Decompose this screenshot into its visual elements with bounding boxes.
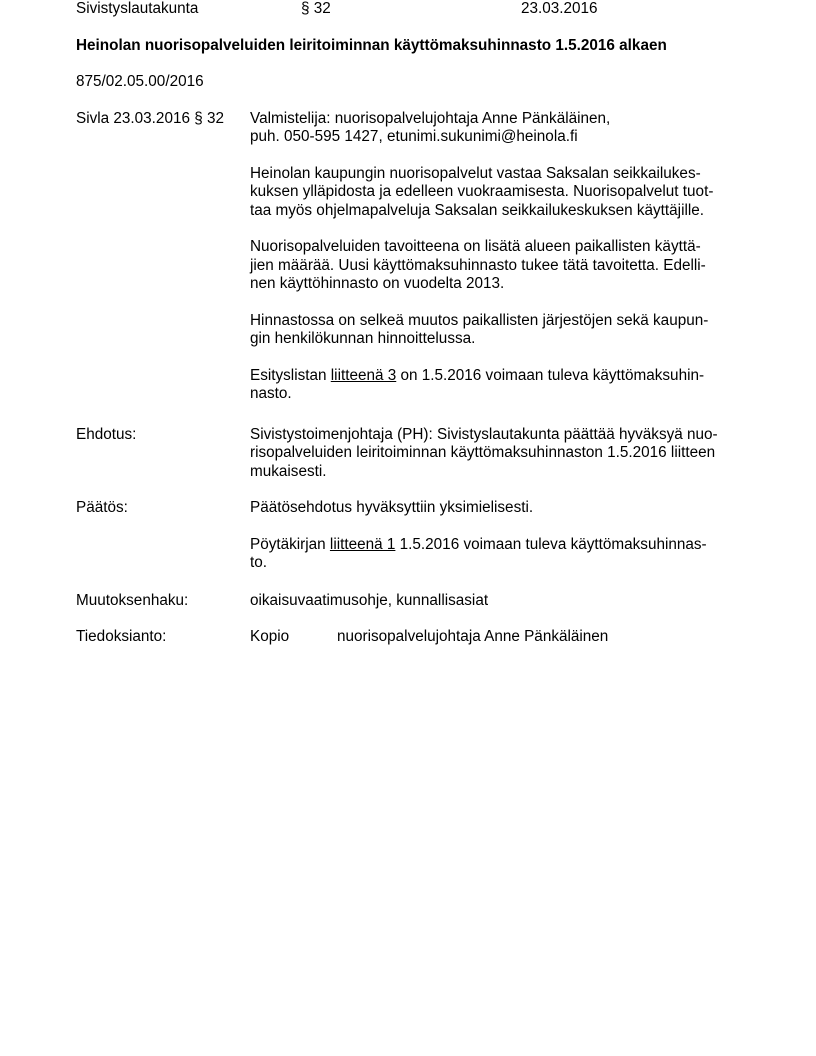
appeal-text: oikaisuvaatimusohje, kunnallisasiat bbox=[250, 592, 489, 609]
proposal-label: Ehdotus: bbox=[76, 426, 137, 443]
notification-type: Kopio bbox=[250, 628, 290, 645]
text-line bbox=[250, 367, 750, 385]
document-title: Heinolan nuorisopalveluiden leiritoiminnan käyttömaksuhinnasto 1.5.2016 alkaen bbox=[76, 37, 667, 54]
text-fragment: 1.5.2016 voimaan tuleva käyttömaksuhinnas- bbox=[395, 535, 707, 553]
section-number: § 32 bbox=[301, 0, 331, 17]
text-line: risopalveluiden leiritoiminnan käyttömaksuhinnaston 1.5.2016 liitteen bbox=[250, 444, 716, 462]
attachment-link[interactable]: liitteenä 1 bbox=[329, 535, 396, 553]
text-line: gin henkilökunnan hinnoittelussa. bbox=[250, 330, 476, 348]
text-line bbox=[250, 536, 750, 554]
text-line: nasto. bbox=[250, 385, 292, 403]
text-line: Nuorisopalveluiden tavoitteena on lisätä alueen paikallisten käyttä- bbox=[250, 238, 701, 256]
text-fragment: Pöytäkirjan bbox=[250, 535, 330, 553]
appeal-label: Muutoksenhaku: bbox=[76, 592, 189, 609]
text-line: Sivistystoimenjohtaja (PH): Sivistyslautakunta päättää hyväksyä nuo- bbox=[250, 426, 718, 443]
paragraph-4 bbox=[250, 367, 750, 404]
text-fragment: Esityslistan bbox=[250, 366, 331, 384]
text-line: to. bbox=[250, 554, 268, 572]
notification-recipient: nuorisopalvelujohtaja Anne Pänkäläinen bbox=[337, 628, 609, 645]
preparation-body bbox=[250, 110, 750, 422]
notification-label: Tiedoksianto: bbox=[76, 628, 167, 645]
text-line: taa myös ohjelmapalveluja Saksalan seikkailukeskuksen käyttäjille. bbox=[250, 201, 705, 219]
committee-name: Sivistyslautakunta bbox=[76, 0, 199, 17]
meeting-date: 23.03.2016 bbox=[521, 0, 598, 17]
decision-label: Päätös: bbox=[76, 499, 128, 516]
preparer-line: Valmistelija: nuorisopalvelujohtaja Anne Pänkäläinen, bbox=[250, 110, 611, 127]
text-fragment: on 1.5.2016 voimaan tuleva käyttömaksuhin- bbox=[396, 366, 705, 384]
text-line: kuksen ylläpidosta ja edelleen vuokraamisesta. Nuorisopalvelut tuot- bbox=[250, 183, 714, 201]
text-line: Päätösehdotus hyväksyttiin yksimielisesti. bbox=[250, 499, 534, 516]
preparation-label: Sivla 23.03.2016 § 32 bbox=[76, 110, 224, 127]
preparer-info bbox=[250, 110, 750, 147]
decision-body bbox=[250, 499, 750, 591]
decision-attachment bbox=[250, 536, 750, 573]
decision-text bbox=[250, 499, 750, 517]
text-line: jien määrää. Uusi käyttömaksuhinnasto tukee tätä tavoitetta. Edelli- bbox=[250, 256, 706, 274]
text-line: nen käyttöhinnasto on vuodelta 2013. bbox=[250, 275, 505, 293]
text-line: Hinnastossa on selkeä muutos paikallisten järjestöjen sekä kaupun- bbox=[250, 311, 709, 329]
proposal-body bbox=[250, 426, 750, 481]
attachment-link[interactable]: liitteenä 3 bbox=[330, 366, 397, 384]
preparer-contact: puh. 050-595 1427, etunimi.sukunimi@heinola.fi bbox=[250, 128, 578, 146]
paragraph-1 bbox=[250, 165, 750, 220]
text-line: Heinolan kaupungin nuorisopalvelut vastaa Saksalan seikkailukes- bbox=[250, 165, 701, 183]
reference-number: 875/02.05.00/2016 bbox=[76, 73, 204, 90]
paragraph-2 bbox=[250, 238, 750, 293]
paragraph-3 bbox=[250, 312, 750, 349]
text-line: mukaisesti. bbox=[250, 462, 327, 480]
